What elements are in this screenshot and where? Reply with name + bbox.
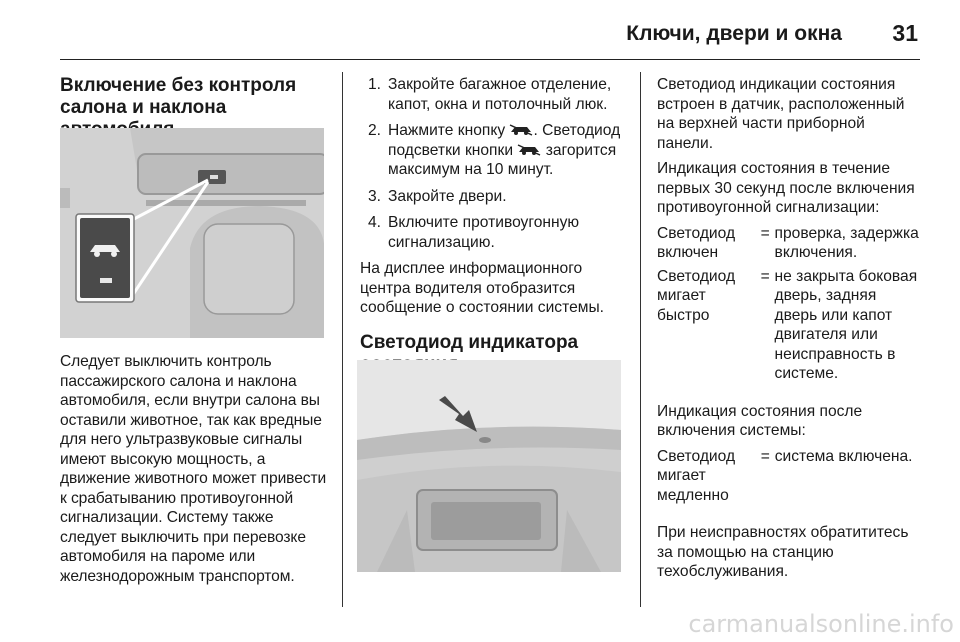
service-note-text: При неисправностях обратититесь за помощью на станцию техобслуживания. (657, 524, 909, 580)
first-30s-text: Индикация состояния в течение первых 30 секунд после включения противоугонной сигнализации: (657, 160, 915, 216)
page-title: Ключи, двери и окна (626, 22, 842, 45)
left-body (60, 352, 330, 592)
column-divider-2 (640, 72, 641, 607)
page-number: 31 (892, 20, 918, 46)
column-divider-1 (342, 72, 343, 607)
section-heading-disable-monitoring: Включение без контроля салона и наклона (60, 75, 297, 118)
led-status-table-after (657, 447, 922, 510)
alarm-button-photo (60, 128, 324, 338)
table-row: Светодиод мигает медленно = система включена. (657, 447, 913, 504)
led-intro-text: Светодиод индикации состояния встроен в датчик, расположенный на верхней части приборной панели. (657, 76, 905, 152)
step-item: 3. Закройте двери. (368, 187, 507, 205)
step-item: 1. Закройте багажное отделение, капот, окна и потолочный люк. (368, 76, 612, 113)
step-item: 2. Нажмите кнопку . Светодиод подсветки кнопки загорится максимум на 10 минут. (368, 122, 621, 178)
right-column (657, 75, 922, 588)
led-status-table-first (657, 224, 922, 388)
table-row: Светодиод включен = проверка, задержка включения. (657, 224, 919, 261)
left-body-text: Следует выключить контроль пассажирского салона и наклона автомобиля, если внутри салона вы оставили животное, так как вредные для него ультразвуковые сигналы имеют высокую мощность, а движение животного может привести к срабатыванию противоугонной сигнализации. Систему также следует выключить при перевозке автомобиля на пароме или железнодорожным транспортом. (60, 353, 327, 585)
page-header (60, 14, 920, 54)
table-row: Светодиод мигает быстро = не закрыта боковая дверь, задняя дверь или капот двигателя или неисправность в системе. (657, 267, 918, 382)
step-item: 4. Включите противоугонную сигнализацию. (368, 214, 580, 251)
dashboard-led-photo (357, 360, 621, 572)
car-alarm-icon (509, 124, 533, 136)
header-divider (60, 59, 920, 60)
dashboard-led-arrow-icon (357, 360, 621, 572)
section-heading-status-led: Светодиод индикатора (360, 331, 579, 353)
after-activation-text: Индикация состояния после включения системы: (657, 402, 863, 439)
car-alarm-button-closeup-icon (60, 128, 324, 338)
car-alarm-icon (517, 144, 541, 156)
display-message-text: На дисплее информационного центра водителя отобразится сообщение о состоянии системы. (360, 260, 605, 316)
middle-column (360, 75, 630, 388)
procedure-steps (360, 75, 630, 252)
watermark: carmanualsonline.info (688, 610, 954, 638)
